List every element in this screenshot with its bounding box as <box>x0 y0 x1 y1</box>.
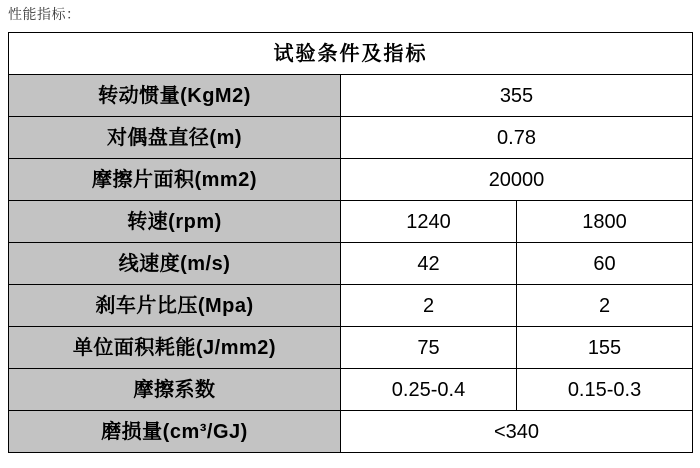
row-label: 摩擦片面积(mm2) <box>9 159 341 201</box>
row-value: 2 <box>341 285 517 327</box>
row-label: 摩擦系数 <box>9 369 341 411</box>
row-value: 75 <box>341 327 517 369</box>
table-row <box>9 369 693 411</box>
table-row <box>9 285 693 327</box>
table-row <box>9 75 693 117</box>
row-value: 42 <box>341 243 517 285</box>
row-value: <340 <box>341 411 693 453</box>
row-label: 磨损量(cm³/GJ) <box>9 411 341 453</box>
row-value: 0.25-0.4 <box>341 369 517 411</box>
row-value: 60 <box>517 243 693 285</box>
table-row <box>9 201 693 243</box>
row-value: 1240 <box>341 201 517 243</box>
row-value: 20000 <box>341 159 693 201</box>
spec-table-body <box>9 33 693 453</box>
row-label: 线速度(m/s) <box>9 243 341 285</box>
row-value: 2 <box>517 285 693 327</box>
row-value: 0.78 <box>341 117 693 159</box>
row-value: 1800 <box>517 201 693 243</box>
page-caption: 性能指标： <box>8 6 81 22</box>
table-title: 试验条件及指标 <box>9 33 693 75</box>
row-label: 单位面积耗能(J/mm2) <box>9 327 341 369</box>
row-value: 355 <box>341 75 693 117</box>
row-value: 0.15-0.3 <box>517 369 693 411</box>
table-row-title <box>9 33 693 75</box>
spec-table-container <box>8 32 692 453</box>
row-label: 转速(rpm) <box>9 201 341 243</box>
row-label: 对偶盘直径(m) <box>9 117 341 159</box>
table-row <box>9 411 693 453</box>
table-row <box>9 117 693 159</box>
table-row <box>9 327 693 369</box>
table-row <box>9 159 693 201</box>
table-row <box>9 243 693 285</box>
row-value: 155 <box>517 327 693 369</box>
row-label: 刹车片比压(Mpa) <box>9 285 341 327</box>
spec-table <box>8 32 693 453</box>
row-label: 转动惯量(KgM2) <box>9 75 341 117</box>
